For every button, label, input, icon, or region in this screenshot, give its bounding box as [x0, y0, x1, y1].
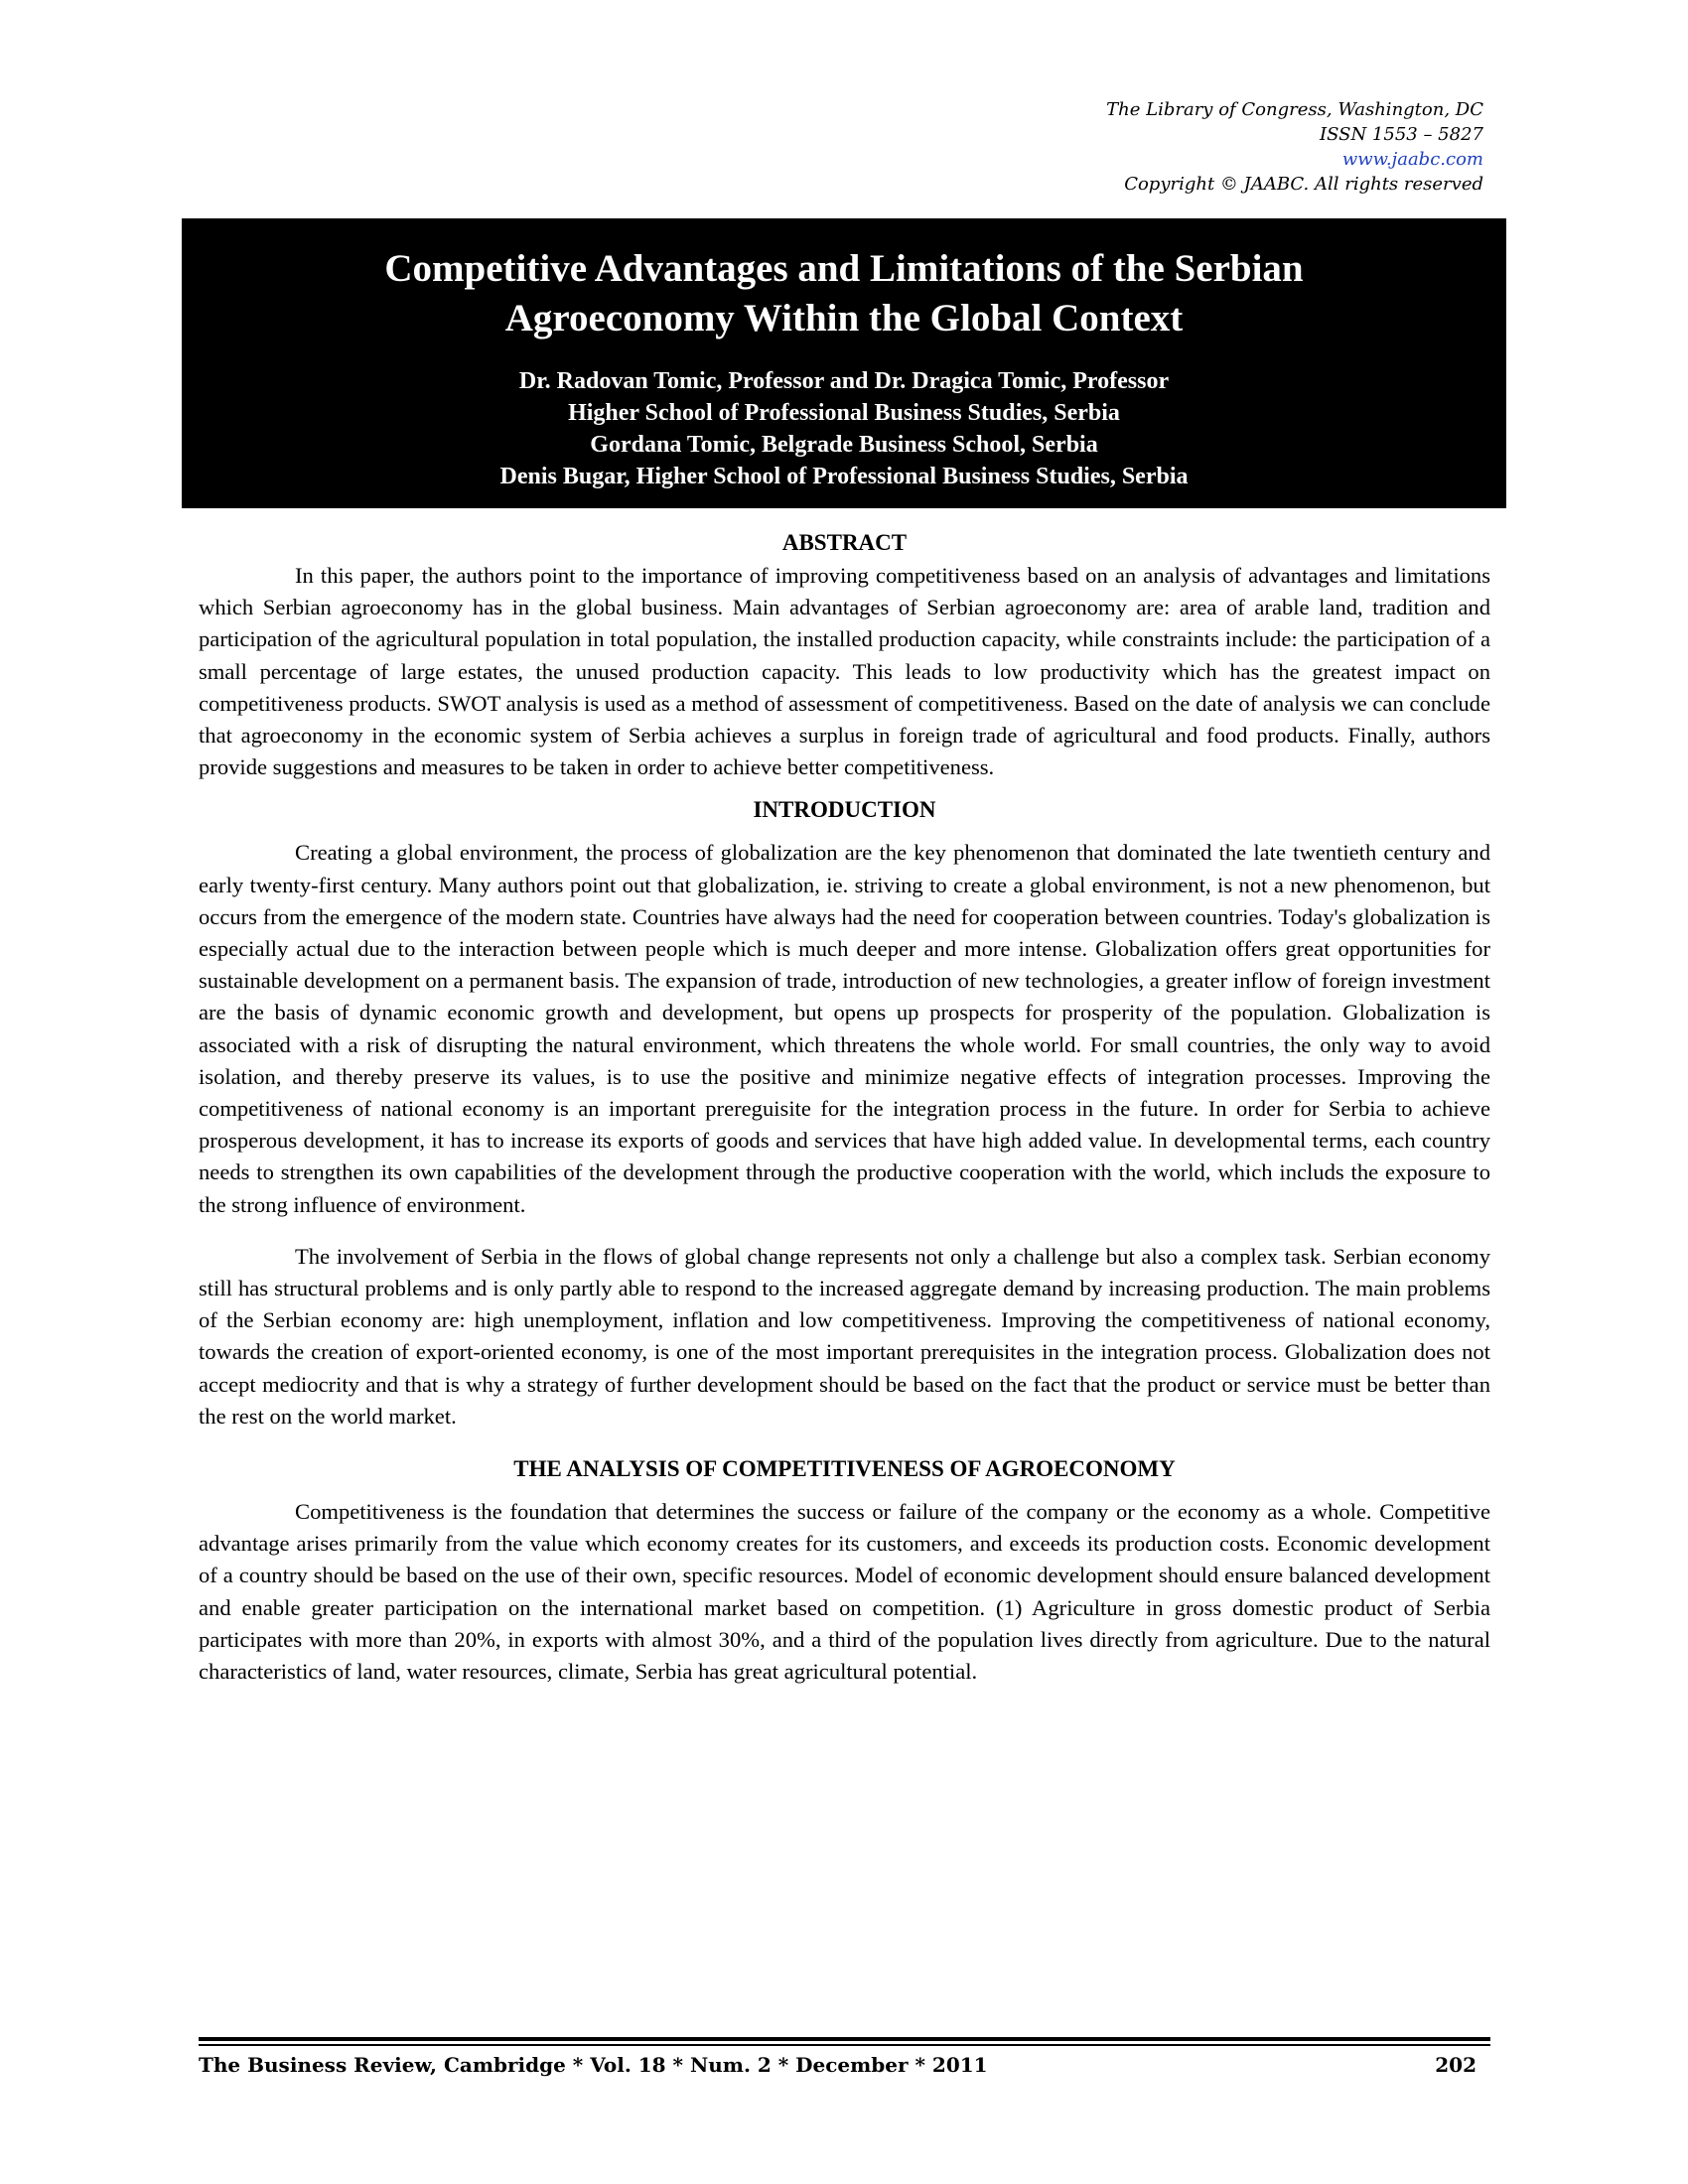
author-block: [182, 365, 1506, 492]
author-line: Dr. Radovan Tomic, Professor and Dr. Dragica Tomic, Professor: [518, 368, 1170, 394]
abstract-text: In this paper, the authors point to the importance of improving competitiveness based on an analysis of advantages and limitations which Serbian agroeconomy has in the global business. Main advantages of Serbian agroeconomy are: area of arable land, tradition and participation of the agricultural population in total population, the installed production capacity, while constraints include: the participation of a small percentage of large estates, the unused production capacity. This leads to low productivity which has the greatest impact on competitiveness products. SWOT analysis is used as a method of assessment of competitiveness. Based on the date of analysis we can conclude that agroeconomy in the economic system of Serbia achieves a surplus in foreign trade of agricultural and food products. Finally, authors provide suggestions and measures to be taken in order to achieve better competitiveness.: [199, 563, 1490, 780]
introduction-paragraph-2: The involvement of Serbia in the flows of global change represents not only a challenge but also a complex task. Serbian economy still has structural problems and is only partly able to respond to the increased aggregate demand by increasing production. The main problems of the Serbian economy are: high unemployment, inflation and low competitiveness. Improving the competitiveness of national economy, towards the creation of export-oriented economy, is one of the most important prerequisites in the integration process. Globalization does not accept mediocrity and that is why a strategy of further development should be based on the fact that the product or service must be better than the rest on the world market.: [199, 1243, 1490, 1429]
introduction-heading: INTRODUCTION: [753, 797, 936, 823]
analysis-paragraph-1: Competitiveness is the foundation that determines the success or failure of the company or the economy as a whole. Competitive advantage arises primarily from the value which economy creates for its customers, and exceeds its production costs. Economic development of a country should be based on the use of their own, specific resources. Model of economic development should ensure balanced development and enable greater participation on the international market based on competition. (1) Agriculture in gross domestic product of Serbia participates with more than 20%, in exports with almost 30%, and a third of the population lives directly from agriculture. Due to the natural characteristics of land, water resources, climate, Serbia has great agricultural potential.: [199, 1499, 1490, 1685]
paper-body: [199, 526, 1490, 1688]
copyright-line: Copyright © JAABC. All rights reserved: [1124, 174, 1483, 195]
page-number: 202: [1435, 2053, 1477, 2077]
page-footer: [199, 2053, 1490, 2077]
introduction-paragraph-1: Creating a global environment, the process of globalization are the key phenomenon that dominated the late twentieth century and early twenty-first century. Many authors point out that globalization, ie. striving to create a global environment, is not a new phenomenon, but occurs from the emergence of the modern state. Countries have always had the need for cooperation between countries. Today's globalization is especially actual due to the interaction between people which is much deeper and more intense. Globalization offers great opportunities for sustainable development on a permanent basis. The expansion of trade, introduction of new technologies, a greater inflow of foreign investment are the basis of dynamic economic growth and development, but opens up prospects for prosperity of the population. Globalization is associated with a risk of disrupting the natural environment, which threatens the whole world. For small countries, the only way to avoid isolation, and thereby preserve its values, is to use the positive and minimize negative effects of integration processes. Improving the competitiveness of national economy is an important prereguisite for the integration process in the future. In order for Serbia to achieve prosperous development, it has to increase its exports of goods and services that have high added value. In developmental terms, each country needs to strengthen its own capabilities of the development through the productive cooperation with the world, which includs the exposure to the strong influence of environment.: [199, 840, 1490, 1217]
journal-website-link[interactable]: www.jaabc.com: [1341, 149, 1483, 170]
publication-info: [788, 97, 1483, 197]
library-line: The Library of Congress, Washington, DC: [1106, 99, 1483, 120]
author-line: Gordana Tomic, Belgrade Business School, Serbia: [590, 432, 1098, 458]
title-line-1: Competitive Advantages and Limitations of the Serbian: [384, 247, 1304, 290]
footer-rule-thick: [199, 2037, 1490, 2041]
author-line: Higher School of Professional Business Studies, Serbia: [568, 400, 1120, 426]
paper-title: [182, 244, 1506, 343]
journal-citation: The Business Review, Cambridge * Vol. 18 * Num. 2 * December * 2011: [199, 2053, 988, 2077]
title-banner: [182, 218, 1506, 508]
issn-line: ISSN 1553 – 5827: [1320, 124, 1483, 145]
footer-rule-thin: [199, 2044, 1490, 2046]
title-line-2: Agroeconomy Within the Global Context: [504, 297, 1184, 340]
abstract-heading: ABSTRACT: [781, 530, 908, 555]
author-line: Denis Bugar, Higher School of Professional Business Studies, Serbia: [499, 464, 1189, 489]
analysis-heading: THE ANALYSIS OF COMPETITIVENESS OF AGROECONOMY: [513, 1456, 1176, 1482]
